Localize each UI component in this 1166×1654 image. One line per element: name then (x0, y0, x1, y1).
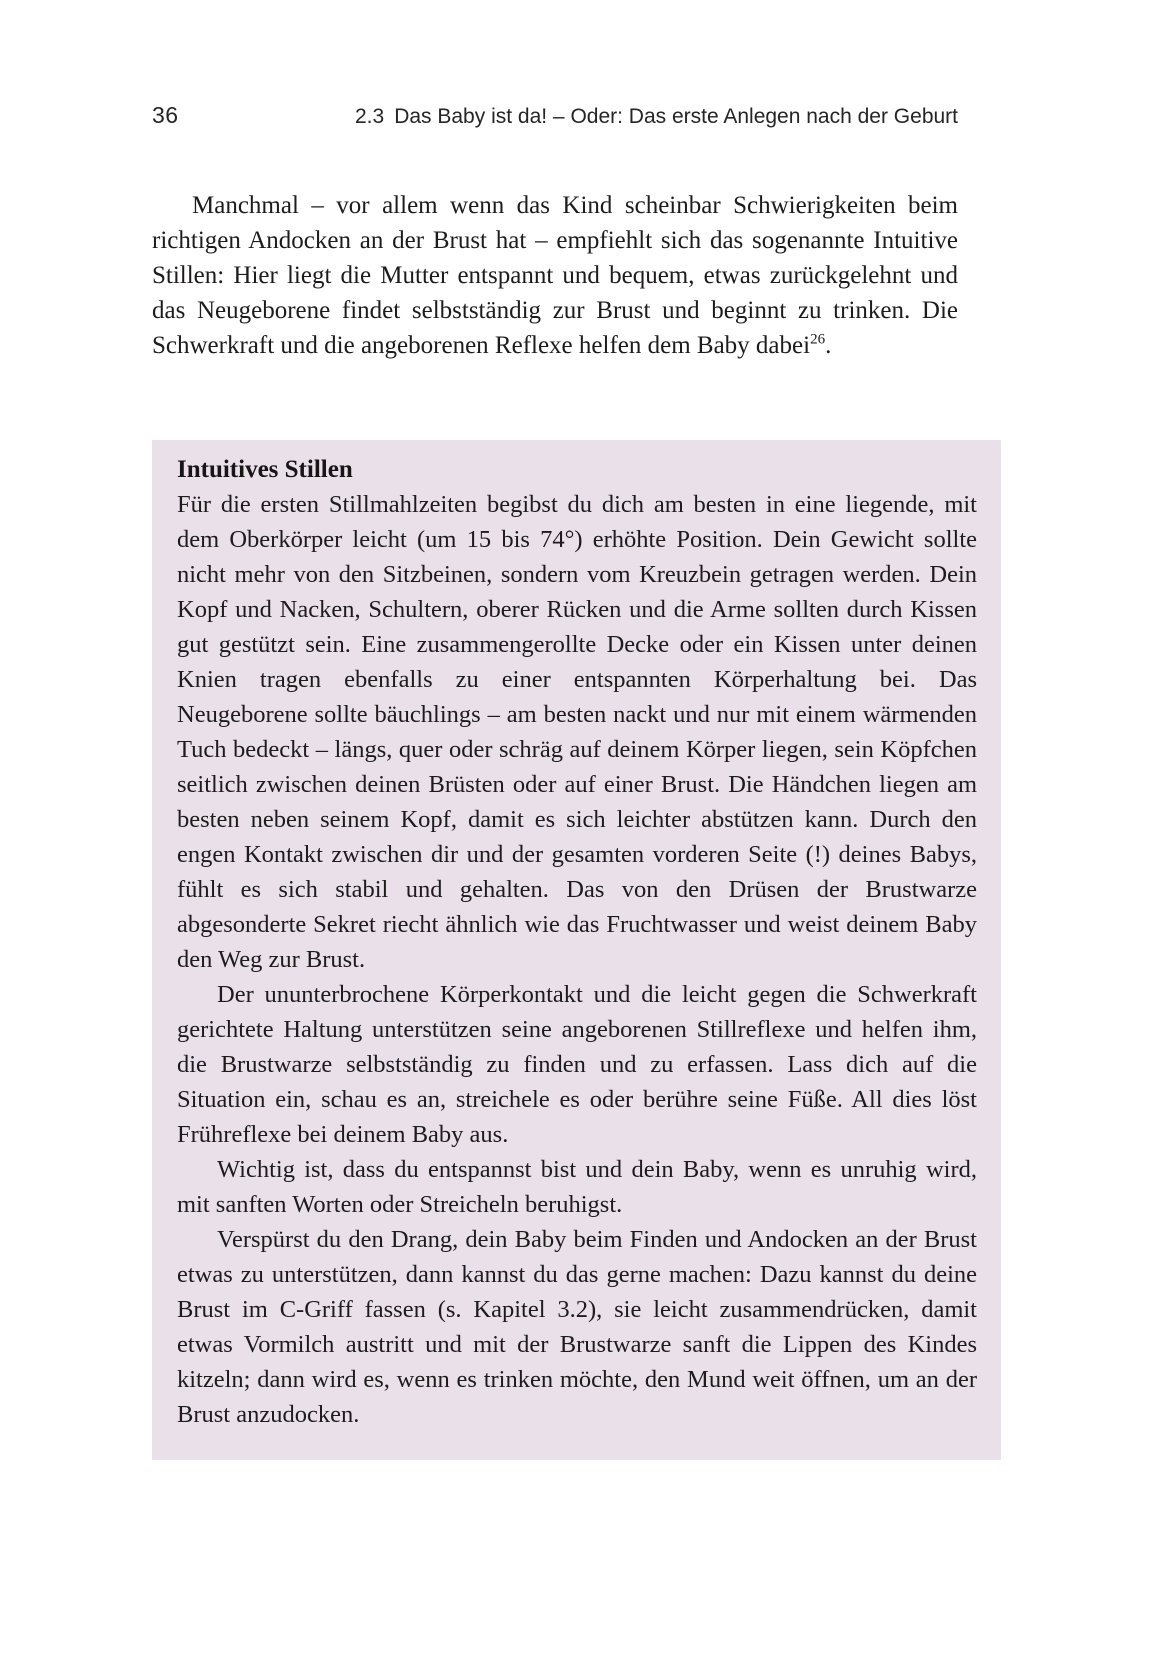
intro-paragraph (152, 188, 958, 363)
infobox-paragraph: Der ununterbrochene Körperkontakt und die leicht gegen die Schwerkraft gerichtete Haltung unterstützen seine angeborenen Stillreflexe und helfen ihm, die Brustwarze selbstständig zu finden und zu erfassen. Lass dich auf die Situation ein, schau es an, streichele es oder berühre seine Füße. All dies löst Frühreflexe bei deinem Baby aus. (177, 981, 977, 1148)
intro-paragraph-text: Manchmal – vor allem wenn das Kind scheinbar Schwierigkeiten beim richtigen Andocken an der Brust hat – empfiehlt sich das sogenannte Intuitive Stillen: Hier liegt die Mutter entspannt und bequem, etwas zurückgelehnt und das Neugeborene findet selbstständig zur Brust und beginnt zu trinken. Die Schwerkraft und die angeborenen Reflexe helfen dem Baby dabei (152, 192, 958, 359)
infobox-paragraph: Für die ersten Stillmahlzeiten begibst du dich am besten in eine liegende, mit dem Oberkörper leicht (um 15 bis 74°) erhöhte Position. Dein Gewicht sollte nicht mehr von den Sitzbeinen, sondern vom Kreuzbein getragen werden. Dein Kopf und Nacken, Schultern, oberer Rücken und die Arme sollten durch Kissen gut gestützt sein. Eine zusammengerollte Decke oder ein Kissen unter deinen Knien tragen ebenfalls zu einer entspannten Körperhaltung bei. Das Neugeborene sollte bäuchlings – am besten nackt und nur mit einem wärmenden Tuch bedeckt – längs, quer oder schräg auf deinem Körper liegen, sein Köpfchen seitlich zwischen deinen Brüsten oder auf einer Brust. Die Händchen liegen am besten neben seinem Kopf, damit es sich leichter abstützen kann. Durch den engen Kontakt zwischen dir und der gesamten vorderen Seite (!) deines Babys, fühlt es sich stabil und gehalten. Das von den Drüsen der Brustwarze abgesonderte Sekret riecht ähnlich wie das Fruchtwasser und weist deinem Baby den Weg zur Brust. (177, 491, 977, 973)
infobox-paragraph: Verspürst du den Drang, dein Baby beim Finden und Andocken an der Brust etwas zu unterstützen, dann kannst du das gerne machen: Dazu kannst du deine Brust im C-Griff fassen (s. Kapitel 3.2), sie leicht zusammendrücken, damit etwas Vormilch austritt und mit der Brustwarze sanft die Lippen des Kindes kitzeln; dann wird es, wenn es trinken möchte, den Mund weit öffnen, um an der Brust anzudocken. (177, 1226, 977, 1428)
running-header (152, 102, 958, 129)
sentence-period: . (825, 332, 832, 359)
chapter-title: Das Baby ist da! – Oder: Das erste Anlegen nach der Geburt (394, 105, 958, 128)
page-number: 36 (152, 102, 179, 128)
footnote-reference: 26 (810, 331, 826, 348)
running-header-title (355, 105, 958, 129)
intuitive-breastfeeding-infobox (152, 440, 1001, 1460)
section-number: 2.3 (354, 105, 385, 128)
infobox-paragraph: Wichtig ist, dass du entspannst bist und dein Baby, wenn es unruhig wird, mit sanften Worten oder Streicheln beruhigst. (177, 1156, 977, 1218)
infobox-title: Intuitives Stillen (177, 456, 353, 483)
